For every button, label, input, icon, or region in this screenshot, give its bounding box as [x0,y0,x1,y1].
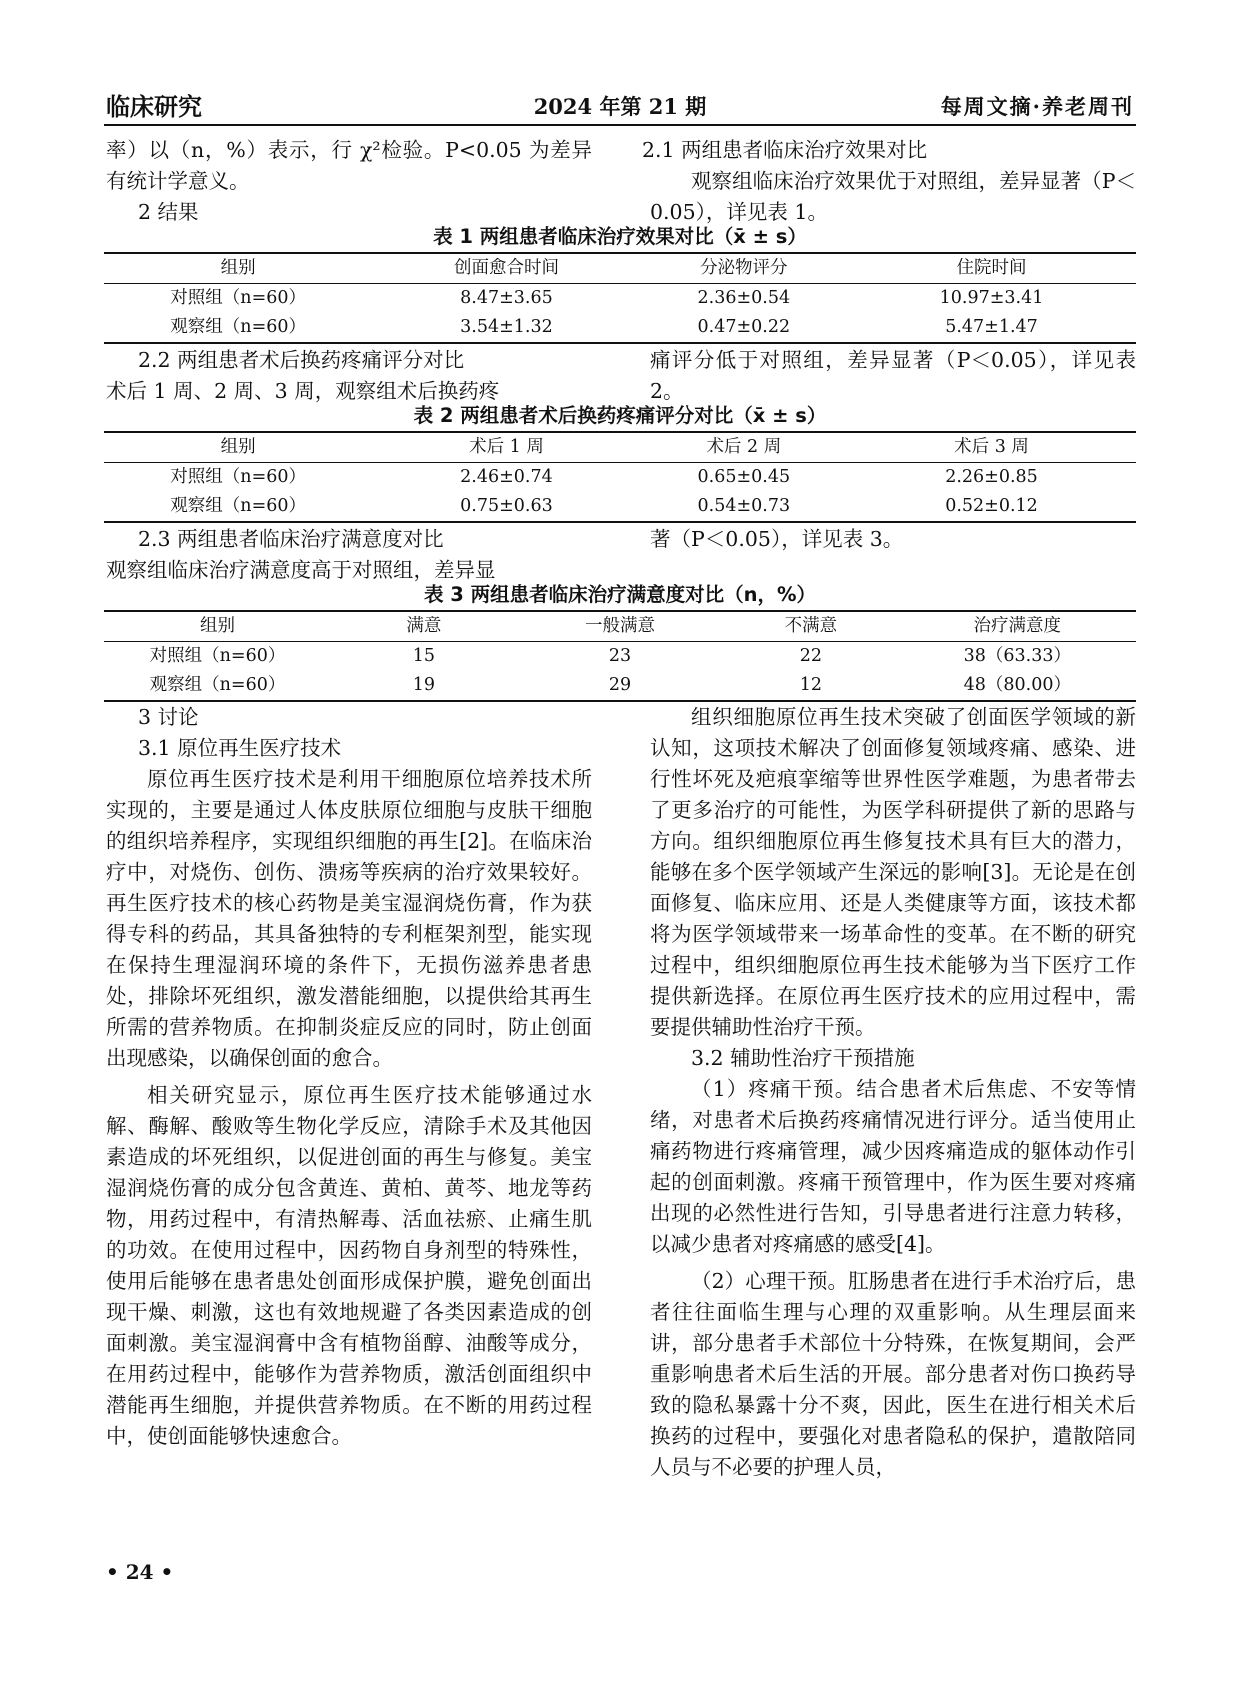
table-row [104,642,1136,672]
discussion-paragraph: 组织细胞原位再生技术突破了创面医学领域的新认知，这项技术解决了创面修复领域疼痛、感染、进行性坏死及疤痕挛缩等世界性医学难题，为患者带去了更多治疗的可能性，为医学科研提供了新的思路与方向。组织细胞原位再生修复技术具有巨大的潜力，能够在多个医学领域产生深远的影响[3]。无论是在创面修复、临床应用、还是人类健康等方面，该技术都将为医学领域带来一场革命性的变革。在不断的研究过程中，组织细胞原位再生技术能够为当下医疗工作提供新选择。在原位再生医疗技术的应用过程中，需要提供辅助性治疗干预。 [650,705,1136,1039]
table-cell: 2.46±0.74 [460,467,553,487]
table-cell: 0.75±0.63 [460,496,553,516]
table-cell: 23 [608,646,632,666]
table-cell: 19 [412,675,436,695]
table-header-cell: 治疗满意度 [973,616,1062,636]
journal-section-label: 临床研究 [106,93,202,121]
discussion-paragraph: （2）心理干预。肛肠患者在进行手术治疗后，患者往往面临生理与心理的双重影响。从生理层面来讲，部分患者手术部位十分特殊，在恢复期间，会严重影响患者术后生活的开展。部分患者对伤口换药导致的隐私暴露十分不爽，因此，医生在进行相关术后换药的过程中，要强化对患者隐私的保护，遣散陪同人员与不必要的护理人员， [650,1269,1136,1479]
section-2-1-paragraph: 观察组临床治疗效果优于对照组，差异显著（P＜0.05），详见表 1。 [650,169,1136,224]
table2-caption: 表 2 两组患者术后换药疼痛评分对比（x̄ ± s） [413,404,827,427]
header-rule [104,124,1136,126]
table-cell: 5.47±1.47 [945,317,1038,337]
discussion-heading: 3 讨论 [138,705,199,729]
table-header-cell: 创面愈合时间 [453,258,559,278]
table-cell: 观察组（n=60） [149,675,286,695]
table-row [104,463,1136,493]
table-row [104,671,1136,701]
section-3-1-heading: 3.1 原位再生医疗技术 [138,736,342,760]
table3 [104,610,1136,702]
table-cell: 3.54±1.32 [460,317,553,337]
table2 [104,431,1136,523]
section-2-2-heading: 2.2 两组患者术后换药疼痛评分对比 [138,348,465,372]
table-cell: 观察组（n=60） [170,317,306,337]
table-header-cell: 住院时间 [956,258,1027,278]
table-cell: 0.65±0.45 [697,467,791,487]
discussion-paragraph: （1）疼痛干预。结合患者术后焦虑、不安等情绪，对患者术后换药疼痛情况进行评分。适当使用止痛药物进行疼痛管理，减少因疼痛造成的躯体动作引起的创面刺激。疼痛干预管理中，作为医生要对疼痛出现的必然性进行告知，引导患者进行注意力转移，以减少患者对疼痛感的感受[4]。 [650,1077,1136,1256]
table1 [104,252,1136,344]
section-2-1-heading: 2.1 两组患者临床治疗效果对比 [642,138,928,162]
table-cell: 对照组（n=60） [170,288,306,308]
table-cell: 8.47±3.65 [460,288,553,308]
stats-method-paragraph [106,135,592,197]
table-cell: 0.52±0.12 [945,496,1038,516]
section-2-2-right-text: 痛评分低于对照组，差异显著（P＜0.05），详见表 2。 [650,348,1136,403]
table-header-cell: 组别 [200,616,236,636]
table-cell: 38（63.33） [963,646,1071,666]
table-cell: 对照组（n=60） [170,467,306,487]
table-header-cell: 组别 [220,258,256,278]
section-2-3-heading: 2.3 两组患者临床治疗满意度对比 [138,527,444,551]
results-heading: 2 结果 [138,200,199,224]
discussion-right-column [650,702,1136,1483]
journal-name: 每周文摘·养老周刊 [940,94,1134,119]
stats-method-text: 率）以（n，%）表示，行 χ²检验。P<0.05 为差异有统计学意义。 [106,138,592,193]
section-2-3-left-text: 观察组临床治疗满意度高于对照组，差异显 [106,558,496,582]
table-header-cell: 一般满意 [584,616,655,636]
table-cell: 22 [799,646,823,666]
table-cell: 观察组（n=60） [170,496,306,516]
page-number: • 24 • [106,1560,174,1584]
table-header-row [104,432,1136,463]
discussion-paragraph: 相关研究显示，原位再生医疗技术能够通过水解、酶解、酸败等生物化学反应，清除手术及其他因素造成的坏死组织，以促进创面的再生与修复。美宝湿润烧伤膏的成分包含黄连、黄柏、黄芩、地龙等药物，用药过程中，有清热解毒、活血祛瘀、止痛生肌的功效。在使用过程中，因药物自身剂型的特殊性，使用后能够在患者患处创面形成保护膜，避免创面出现干燥、刺激，这也有效地规避了各类因素造成的创面刺激。美宝湿润膏中含有植物甾醇、油酸等成分，在用药过程中，能够作为营养物质，激活创面组织中潜能再生细胞，并提供营养物质。在不断的用药过程中，使创面能够快速愈合。 [106,1083,592,1448]
table-header-cell: 术后 1 周 [469,437,544,457]
issue-label: 2024 年第 21 期 [533,94,707,119]
table-row [104,313,1136,343]
table-cell: 48（80.00） [963,675,1071,695]
section-2-3-right-text: 著（P＜0.05），详见表 3。 [650,527,904,551]
section-3-2-heading: 3.2 辅助性治疗干预措施 [691,1046,915,1070]
table-header-cell: 组别 [220,437,256,457]
table-header-cell: 术后 3 周 [954,437,1029,457]
table1-caption: 表 1 两组患者临床治疗效果对比（x̄ ± s） [433,225,807,248]
discussion-left-column [106,764,592,1452]
table-cell: 0.47±0.22 [697,317,791,337]
table-cell: 2.36±0.54 [697,288,791,308]
table3-caption: 表 3 两组患者临床治疗满意度对比（n，%） [423,583,817,606]
table-row [104,284,1136,314]
table-header-row [104,253,1136,284]
table-header-cell: 分泌物评分 [700,258,788,278]
table-cell: 29 [608,675,632,695]
table-cell: 2.26±0.85 [945,467,1038,487]
table-header-cell: 术后 2 周 [706,437,782,457]
table-header-cell: 不满意 [784,616,838,636]
table-cell: 0.54±0.73 [697,496,791,516]
table-header-row [104,611,1136,642]
table-header-cell: 满意 [406,616,442,636]
table-cell: 10.97±3.41 [939,288,1044,308]
section-2-2-left-text: 术后 1 周、2 周、3 周，观察组术后换药疼 [106,379,500,403]
table-cell: 15 [412,646,436,666]
discussion-paragraph: 原位再生医疗技术是利用干细胞原位培养技术所实现的，主要是通过人体皮肤原位细胞与皮肤干细胞的组织培养程序，实现组织细胞的再生[2]。在临床治疗中，对烧伤、创伤、溃疡等疾病的治疗效果较好。再生医疗技术的核心药物是美宝湿润烧伤膏，作为获得专科的药品，其具备独特的专利框架剂型，能实现在保持生理湿润环境的条件下，无损伤滋养患者患处，排除坏死组织，激发潜能细胞，以提供给其再生所需的营养物质。在抑制炎症反应的同时，防止创面出现感染，以确保创面的愈合。 [106,767,592,1070]
table-cell: 12 [799,675,823,695]
table-cell: 对照组（n=60） [149,646,286,666]
table-row [104,492,1136,522]
